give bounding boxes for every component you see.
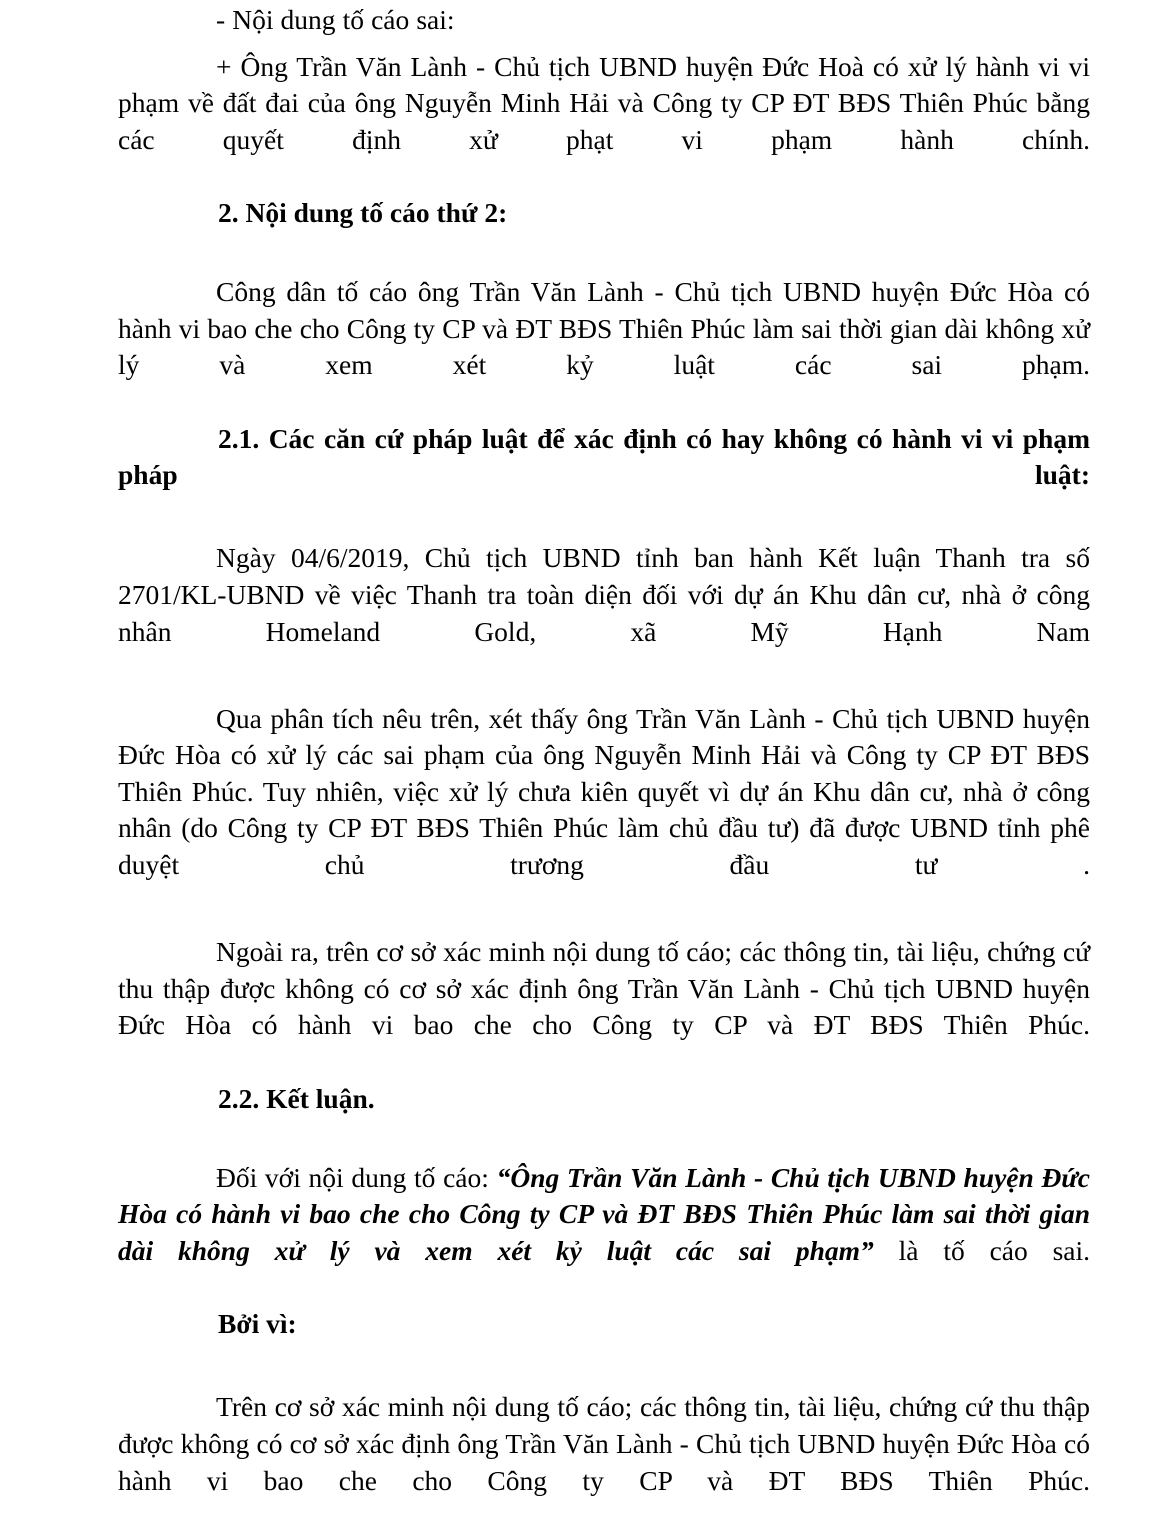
- paragraph-noi-dung-to-cao-sai: - Nội dung tố cáo sai:: [216, 4, 455, 35]
- paragraph-cong-dan-to-cao: Công dân tố cáo ông Trần Văn Lành - Chủ tịch UBND huyện Đức Hòa có hành vi bao che cho Công ty CP và ĐT BĐS Thiên Phúc làm sai thời gian dài không xử lý và xem xét kỷ luật các sai phạm.: [118, 276, 1090, 381]
- heading-2-1-cac-can-cu-phap-luat: 2.1. Các căn cứ pháp luật để xác định có hay không có hành vi vi phạm pháp luật:: [118, 422, 1090, 491]
- heading-boi-vi: Bởi vì:: [218, 1308, 297, 1340]
- quote-trail-text: là tố cáo sai.: [873, 1235, 1091, 1266]
- heading-2-2-ket-luan: 2.2. Kết luận.: [218, 1082, 375, 1114]
- paragraph-ong-tran-van-lanh: + Ông Trần Văn Lành - Chủ tịch UBND huyện Đức Hoà có xử lý hành vi vi phạm về đất đai của ông Nguyễn Minh Hải và Công ty CP ĐT BĐS Thiên Phúc bằng các quyết định xử phạt vi phạm hành chính.: [118, 50, 1090, 155]
- quoted-allegation-text: “Ông Trần Văn Lành - Chủ tịch UBND huyện Đức Hòa có hành vi bao che cho Công ty CP và ĐT BĐS Thiên Phúc làm sai thời gian dài không xử lý và xem xét kỷ luật các sai phạm”: [118, 1161, 1090, 1266]
- paragraph-tren-co-so-xac-minh-noi-dung: Trên cơ sở xác minh nội dung tố cáo; các thông tin, tài liệu, chứng cứ thu thập được không có cơ sở xác định ông Trần Văn Lành - Chủ tịch UBND huyện Đức Hòa có hành vi bao che cho Công ty CP và ĐT BĐS Thiên Phúc.: [118, 1391, 1090, 1496]
- document-body: [118, 2, 1090, 1536]
- paragraph-qua-phan-tich-neu-tren: Qua phân tích nêu trên, xét thấy ông Trần Văn Lành - Chủ tịch UBND huyện Đức Hòa có xử lý các sai phạm của ông Nguyễn Minh Hải và Công ty CP ĐT BĐS Thiên Phúc. Tuy nhiên, việc xử lý chưa kiên quyết vì dự án Khu dân cư, nhà ở công nhân (do Công ty CP ĐT BĐS Thiên Phúc làm chủ đầu tư) đã được UBND tỉnh phê duyệt chủ trương đầu tư .: [118, 702, 1090, 881]
- paragraph-doi-voi-noi-dung-to-cao: [118, 1160, 1090, 1306]
- paragraph-ngoai-ra-tren-co-so-xac-minh: Ngoài ra, trên cơ sở xác minh nội dung tố cáo; các thông tin, tài liệu, chứng cứ thu thập được không có cơ sở xác định ông Trần Văn Lành - Chủ tịch UBND huyện Đức Hòa có hành vi bao che cho Công ty CP và ĐT BĐS Thiên Phúc.: [118, 936, 1090, 1041]
- quote-lead-text: Đối với nội dung tố cáo:: [216, 1161, 497, 1193]
- paragraph-ngay-04-6-2019-ket-luan-thanh-tra: Ngày 04/6/2019, Chủ tịch UBND tỉnh ban hành Kết luận Thanh tra số 2701/KL-UBND về việc Thanh tra toàn diện đối với dự án Khu dân cư, nhà ở công nhân Homeland Gold, xã Mỹ Hạnh Nam: [118, 542, 1090, 647]
- heading-2-noi-dung-to-cao-thu-2: 2. Nội dung tố cáo thứ 2:: [218, 196, 508, 228]
